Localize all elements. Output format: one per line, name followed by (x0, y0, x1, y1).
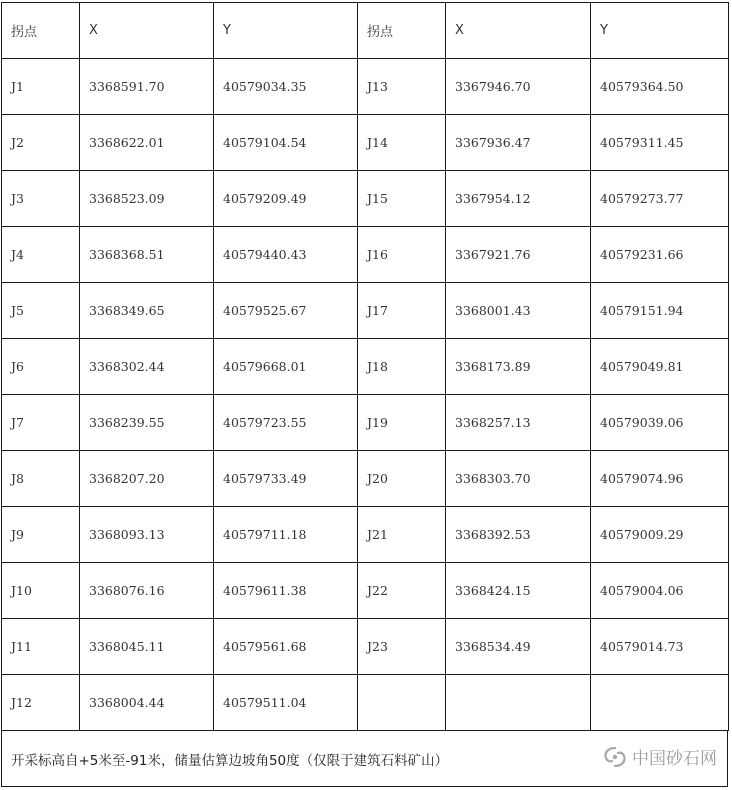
watermark-logo-icon (602, 745, 628, 769)
watermark (602, 744, 717, 769)
y-coordinate-cell: 40579151.94 (591, 283, 729, 339)
x-coordinate-cell: 3368523.09 (80, 171, 214, 227)
table-row (2, 619, 729, 675)
y-coordinate-cell: 40579004.06 (591, 563, 729, 619)
table-header-row (2, 3, 729, 59)
y-coordinate-cell: 40579561.68 (214, 619, 358, 675)
point-id-cell: J18 (358, 339, 446, 395)
y-coordinate-cell: 40579723.55 (214, 395, 358, 451)
y-coordinate-cell: 40579525.67 (214, 283, 358, 339)
x-coordinate-cell: 3368591.70 (80, 59, 214, 115)
point-id-cell: J16 (358, 227, 446, 283)
header-cell: X (80, 3, 214, 59)
header-cell: Y (591, 3, 729, 59)
x-coordinate-cell: 3368257.13 (446, 395, 591, 451)
point-id-cell: J3 (2, 171, 80, 227)
x-coordinate-cell: 3368368.51 (80, 227, 214, 283)
y-coordinate-cell: 40579311.45 (591, 115, 729, 171)
header-cell: 拐点 (358, 3, 446, 59)
table-row (2, 563, 729, 619)
point-id-cell: J1 (2, 59, 80, 115)
x-coordinate-cell: 3368004.44 (80, 675, 214, 731)
point-id-cell: J8 (2, 451, 80, 507)
x-coordinate-cell: 3368303.70 (446, 451, 591, 507)
coordinates-table (1, 2, 729, 731)
y-coordinate-cell: 40579104.54 (214, 115, 358, 171)
table-row (2, 675, 729, 731)
watermark-text: 中国砂石网 (632, 749, 717, 769)
point-id-cell: J9 (2, 507, 80, 563)
x-coordinate-cell: 3367921.76 (446, 227, 591, 283)
x-coordinate-cell: 3368622.01 (80, 115, 214, 171)
x-coordinate-cell: 3367954.12 (446, 171, 591, 227)
x-coordinate-cell: 3368392.53 (446, 507, 591, 563)
x-coordinate-cell: 3367936.47 (446, 115, 591, 171)
point-id-cell: J17 (358, 283, 446, 339)
point-id-cell (358, 675, 446, 731)
y-coordinate-cell: 40579364.50 (591, 59, 729, 115)
point-id-cell: J15 (358, 171, 446, 227)
document-page (1, 2, 728, 788)
y-coordinate-cell: 40579611.38 (214, 563, 358, 619)
table-row (2, 115, 729, 171)
x-coordinate-cell: 3368534.49 (446, 619, 591, 675)
table-row (2, 283, 729, 339)
point-id-cell: J19 (358, 395, 446, 451)
x-coordinate-cell (446, 675, 591, 731)
y-coordinate-cell (591, 675, 729, 731)
point-id-cell: J7 (2, 395, 80, 451)
table-row (2, 59, 729, 115)
x-coordinate-cell: 3368076.16 (80, 563, 214, 619)
table-row (2, 227, 729, 283)
point-id-cell: J6 (2, 339, 80, 395)
point-id-cell: J14 (358, 115, 446, 171)
y-coordinate-cell: 40579440.43 (214, 227, 358, 283)
y-coordinate-cell: 40579049.81 (591, 339, 729, 395)
x-coordinate-cell: 3368045.11 (80, 619, 214, 675)
y-coordinate-cell: 40579034.35 (214, 59, 358, 115)
header-cell: 拐点 (2, 3, 80, 59)
point-id-cell: J20 (358, 451, 446, 507)
point-id-cell: J12 (2, 675, 80, 731)
point-id-cell: J13 (358, 59, 446, 115)
table-body (2, 3, 729, 731)
point-id-cell: J10 (2, 563, 80, 619)
y-coordinate-cell: 40579009.29 (591, 507, 729, 563)
y-coordinate-cell: 40579209.49 (214, 171, 358, 227)
x-coordinate-cell: 3368239.55 (80, 395, 214, 451)
y-coordinate-cell: 40579511.04 (214, 675, 358, 731)
point-id-cell: J23 (358, 619, 446, 675)
y-coordinate-cell: 40579231.66 (591, 227, 729, 283)
table-row (2, 451, 729, 507)
y-coordinate-cell: 40579711.18 (214, 507, 358, 563)
point-id-cell: J11 (2, 619, 80, 675)
y-coordinate-cell: 40579273.77 (591, 171, 729, 227)
y-coordinate-cell: 40579074.96 (591, 451, 729, 507)
x-coordinate-cell: 3368093.13 (80, 507, 214, 563)
point-id-cell: J21 (358, 507, 446, 563)
table-row (2, 339, 729, 395)
x-coordinate-cell: 3368349.65 (80, 283, 214, 339)
table-row (2, 171, 729, 227)
x-coordinate-cell: 3368207.20 (80, 451, 214, 507)
x-coordinate-cell: 3367946.70 (446, 59, 591, 115)
y-coordinate-cell: 40579733.49 (214, 451, 358, 507)
point-id-cell: J4 (2, 227, 80, 283)
point-id-cell: J22 (358, 563, 446, 619)
y-coordinate-cell: 40579039.06 (591, 395, 729, 451)
y-coordinate-cell: 40579668.01 (214, 339, 358, 395)
header-cell: Y (214, 3, 358, 59)
x-coordinate-cell: 3368302.44 (80, 339, 214, 395)
header-cell: X (446, 3, 591, 59)
x-coordinate-cell: 3368424.15 (446, 563, 591, 619)
table-row (2, 395, 729, 451)
x-coordinate-cell: 3368001.43 (446, 283, 591, 339)
table-footer (1, 730, 728, 787)
x-coordinate-cell: 3368173.89 (446, 339, 591, 395)
point-id-cell: J5 (2, 283, 80, 339)
table-row (2, 507, 729, 563)
footer-note: 开采标高自+5米至-91米，储量估算边坡角50度（仅限于建筑石料矿山） (11, 753, 449, 769)
y-coordinate-cell: 40579014.73 (591, 619, 729, 675)
point-id-cell: J2 (2, 115, 80, 171)
